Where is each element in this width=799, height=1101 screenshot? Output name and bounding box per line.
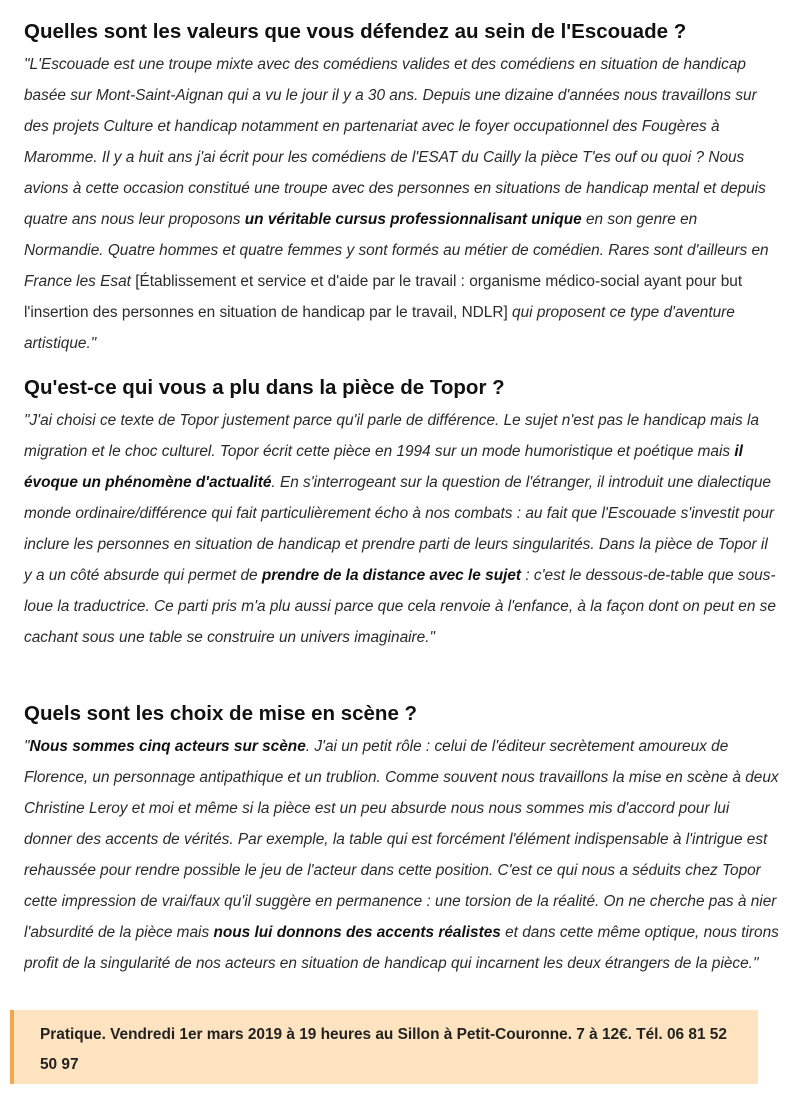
interview-section-values <box>24 18 779 359</box>
question-heading: Quelles sont les valeurs que vous défendez au sein de l'Escouade ? <box>24 20 687 43</box>
practical-info-box <box>10 1010 758 1084</box>
answer-paragraph <box>24 49 779 359</box>
answer-text: "J'ai choisi ce texte de Topor justement parce qu'il parle de différence. Le sujet n'est pas le handicap mais la migration et le choc culturel. Topor écrit cette pièce en 1994 sur un mode humoristique et poétique mais <box>24 412 759 460</box>
answer-text: " <box>24 738 30 755</box>
answer-text: . En s'interrogeant sur la question de l'étranger, il introduit une dialectique monde ordinaire/différence qui fait particulièrement écho à nos combats : au fait que l'Escouade s'investit pour inclure les personnes en situation de handicap et prendre parti de leurs singularités. Dans la pièce de Topor il y a un côté absurde qui permet de <box>24 474 775 584</box>
answer-emphasis: nous lui donnons des accents réalistes <box>213 924 501 941</box>
answer-emphasis: Nous sommes cinq acteurs sur scène <box>29 738 306 755</box>
editor-note: [Établissement et service et d'aide par le travail : organisme médico-social ayant pour but l'insertion des personnes en situation de handicap par le travail, NDLR] <box>24 273 743 321</box>
answer-text: et dans cette même optique, nous tirons profit de la singularité de nos acteurs en situation de handicap qui incarnent les deux étrangers de la pièce." <box>24 924 779 972</box>
interview-section-staging <box>24 700 779 1022</box>
answer-text: "L'Escouade est une troupe mixte avec des comédiens valides et des comédiens en situation de handicap basée sur Mont-Saint-Aignan qui a vu le jour il y a 30 ans. Depuis une dizaine d'années nous travaillons sur des projets Culture et handicap notamment en partenariat avec le foyer occupationnel des Fougères à Maromme. Il y a huit ans j'ai écrit pour les comédiens de l'ESAT du Cailly la pièce T'es ouf ou quoi ? Nous avions à cette occasion constitué une troupe avec des personnes en situations de handicap mental et depuis quatre ans nous leur proposons <box>24 56 766 228</box>
practical-info-text: Pratique. Vendredi 1er mars 2019 à 19 heures au Sillon à Petit-Couronne. 7 à 12€. Tél. 06 81 52 50 97 <box>40 1026 727 1073</box>
answer-text: : c'est le dessous-de-table que sous-loue la traductrice. Ce parti pris m'a plu aussi parce que cela renvoie à l'enfance, à la façon dont on peut en se cachant sous une table se construire un univers imaginaire." <box>24 567 776 646</box>
interview-section-topor <box>24 374 779 653</box>
answer-paragraph <box>24 731 779 979</box>
answer-text: . J'ai un petit rôle : celui de l'éditeur secrètement amoureux de Florence, un personnage antipathique et un trublion. Comme souvent nous travaillons la mise en scène à deux Christine Leroy et moi et même si la pièce est un peu absurde nous nous sommes mis d'accord pour lui donner des accents de vérités. Par exemple, la table qui est forcément l'élément indispensable à l'intrigue est rehaussée pour rendre possible le jeu de l'acteur dans cette position. C'est ce qui nous a séduits chez Topor cette impression de vrai/faux qu'il suggère en permanence : une torsion de la réalité. On ne cherche pas à nier l'absurdité de la pièce mais <box>24 738 779 941</box>
answer-emphasis: il évoque un phénomène d'actualité <box>24 443 743 491</box>
question-heading: Quels sont les choix de mise en scène ? <box>24 702 418 725</box>
answer-paragraph <box>24 405 779 653</box>
answer-emphasis: un véritable cursus professionnalisant unique <box>244 211 582 228</box>
answer-clip <box>24 731 779 1022</box>
answer-emphasis: prendre de la distance avec le sujet <box>261 567 522 584</box>
question-heading: Qu'est-ce qui vous a plu dans la pièce de Topor ? <box>24 376 505 399</box>
answer-text: qui proposent ce type d'aventure artistique." <box>24 304 735 352</box>
answer-text: en son genre en Normandie. Quatre hommes et quatre femmes y sont formés au métier de comédien. Rares sont d'ailleurs en France les Esat <box>24 211 769 290</box>
